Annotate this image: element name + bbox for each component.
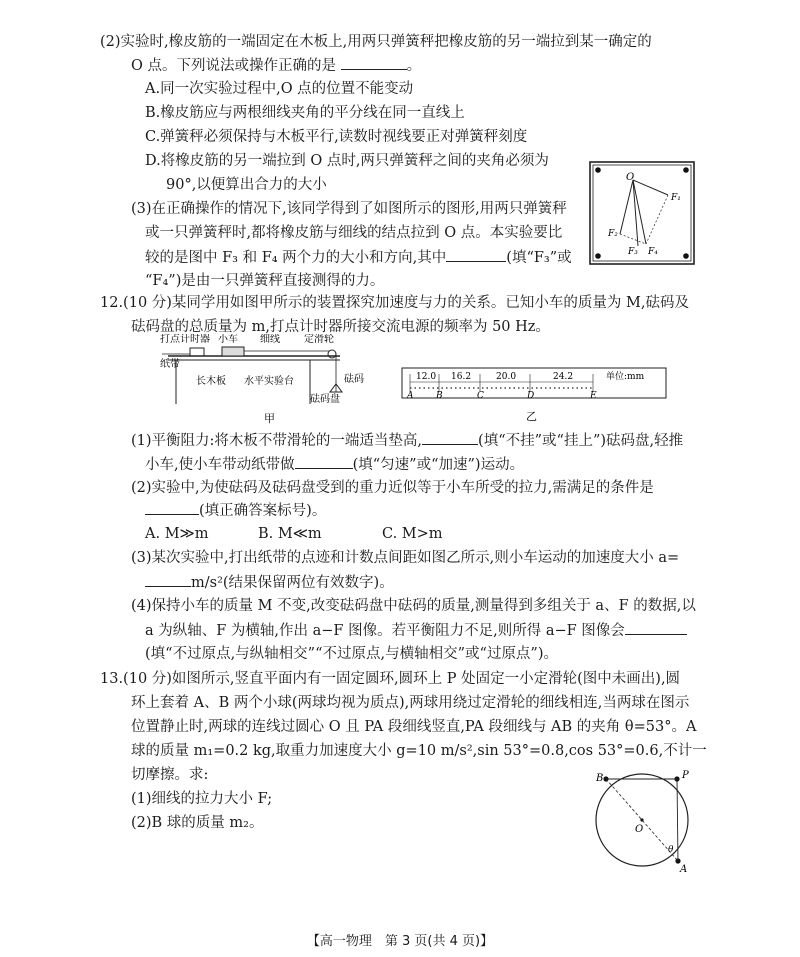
f2-arrow [620,180,633,234]
corner-pin [683,167,689,173]
q11-part2-line1: (2)实验时,橡皮筋的一端固定在木板上,用两只弹簧秤把橡皮筋的另一端拉到某一确定的 [100,34,652,50]
q12-part4-line3: (填“不过原点,与纵轴相交”“不过原点,与横轴相交”或“过原点”)。 [145,646,559,662]
answer-blank [341,55,407,70]
q12-part4-line1: (4)保持小车的质量 M 不变,改变砝码盘中砝码的质量,测量得到多组关于 a、F 的数据,以 [131,598,696,614]
segment-de: 24.2 [553,372,574,382]
q12-part3-line1: (3)某次实验中,打出纸带的点迹和计数点间距如图乙所示,则小车运动的加速度大小 a= [131,550,680,566]
point-a: A [407,391,414,401]
answer-blank [446,247,506,262]
q11-option-d-cont: 90°,以便算出合力的大小 [166,177,327,193]
paper-tape [398,364,670,426]
q13-line5: 切摩擦。求: [131,767,209,783]
board-frame [590,162,694,264]
timer [190,348,204,356]
q12-part4-line2: a 为纵轴、F 为横轴,作出 a−F 图像。若平衡阻力不足,则所得 a−F 图像会 [145,620,687,641]
board-inner [593,165,691,261]
q12-intro-line2: 砝码盘的总质量为 m,打点计时器所接交流电源的频率为 50 Hz。 [131,319,550,335]
label-weight: 砝码 [344,374,364,385]
circle-ring-diagram [586,764,706,884]
label-timer: 打点计时器 [160,334,210,345]
q12-option-c: C. M>m [382,526,443,542]
point-d: D [527,391,535,401]
segment-bc: 16.2 [451,372,472,382]
label-board: 长木板 [196,376,226,387]
q11-part3-line2: 或一只弹簧秤时,都将橡皮筋与细线的结点拉到 O 点。本实验要比 [145,225,563,241]
q11-part3-line3: 较的是图中 F₃ 和 F₄ 两个力的大小和方向,其中 (填“F₃”或 [145,247,572,268]
force-diagram [588,160,696,266]
parallel-line [646,195,668,244]
q13-part1: (1)细线的拉力大小 F; [131,791,273,807]
segment-ab: 12.0 [416,372,437,382]
q11-part3-line1: (3)在正确操作的情况下,该同学得到了如图所示的图形,用两只弹簧秤 [131,201,567,217]
answer-blank [295,454,353,469]
answer-blank [625,620,687,635]
label-car: 小车 [218,334,238,345]
q11-option-d: D.将橡皮筋的另一端拉到 O 点时,两只弹簧秤之间的夹角必须为 [145,153,549,169]
q13-line3: 位置静止时,两球的连线过圆心 O 且 PA 段细线竖直,PA 段细线与 AB 的夹角 θ=53°。A [131,719,697,735]
q12-part2-line1: (2)实验中,为使砝码及砝码盘受到的重力近似等于小车所受的拉力,需满足的条件是 [131,480,654,496]
q13-part2: (2)B 球的质量 m₂。 [131,815,264,831]
q12-part2-line2: (填正确答案标号)。 [145,500,326,521]
q13-line4: 球的质量 m₁=0.2 kg,取重力加速度大小 g=10 m/s²,sin 53°=0.8,cos 53°=0.6,不计一 [131,743,707,759]
q11-part2-question: O 点。下列说法或操作正确的是 [131,58,336,74]
label-pulley: 定滑轮 [304,334,334,345]
q13-line2: 环上套着 A、B 两个小球(两球均视为质点),两球用绕过定滑轮的细线相连,当两球在图示 [131,695,690,711]
label-f2: F₂ [608,229,618,239]
segment-cd: 20.0 [496,372,517,382]
point-e: E [590,391,597,401]
label-a: A [680,864,688,875]
q12-part1-line1: (1)平衡阻力:将木板不带滑轮的一端适当垫高, (填“不挂”或“挂上”)砝码盘,轻推 [131,430,683,451]
caption-yi: 乙 [526,410,537,423]
corner-pin [595,167,601,173]
label-f1: F₁ [671,193,681,203]
q11-option-c: C.弹簧秤必须保持与木板平行,读数时视线要正对弹簧秤刻度 [145,129,528,145]
label-o: O [626,172,635,183]
q12-part3-line2: m/s²(结果保留两位有效数字)。 [145,572,394,593]
q11-option-b: B.橡皮筋应与两根细线夹角的平分线在同一直线上 [145,105,465,121]
corner-pin [683,253,689,259]
q12-option-a: A. M≫m [145,526,209,542]
label-theta: θ [668,845,674,855]
q12-part1-line2: 小车,使小车带动纸带做 (填“匀速”或“加速”)运动。 [145,454,524,475]
answer-blank [422,430,478,445]
answer-blank [145,572,191,587]
label-o: O [635,824,644,835]
parallel-line [620,234,646,244]
point-c: C [477,391,484,401]
pulley [328,350,336,358]
experiment-apparatus [160,334,380,426]
label-thread: 细线 [260,334,280,345]
label-pan: 砝码盘 [310,394,340,405]
unit-label: 单位:mm [606,372,645,382]
answer-blank [145,500,199,515]
q12-intro-line1: 12.(10 分)某同学用如图甲所示的装置探究加速度与力的关系。已知小车的质量为 M,砝码及 [100,295,689,311]
label-f3: F₃ [628,247,638,257]
q11-option-a: A.同一次实验过程中,O 点的位置不能变动 [145,81,414,97]
label-tape: 纸带 [160,359,180,370]
page-footer: 【高一物理 第 3 页(共 4 页)】 [306,934,494,949]
label-b: B [596,773,604,784]
q11-part3-line4: “F₄”)是由一只弹簧秤直接测得的力。 [145,273,385,289]
corner-pin [595,253,601,259]
q13-line1: 13.(10 分)如图所示,竖直平面内有一固定圆环,圆环上 P 处固定一小定滑轮(图中未画出),圆 [100,671,681,687]
q11-part2-line2: O 点。下列说法或操作正确的是 。 [131,55,421,76]
f1-arrow [633,180,668,195]
caption-jia: 甲 [264,412,275,425]
label-p: P [682,770,689,781]
q12-option-b: B. M≪m [258,526,322,542]
label-table: 水平实验台 [244,376,294,387]
point-b: B [436,391,443,401]
car [222,347,244,356]
label-f4: F₄ [648,247,658,257]
